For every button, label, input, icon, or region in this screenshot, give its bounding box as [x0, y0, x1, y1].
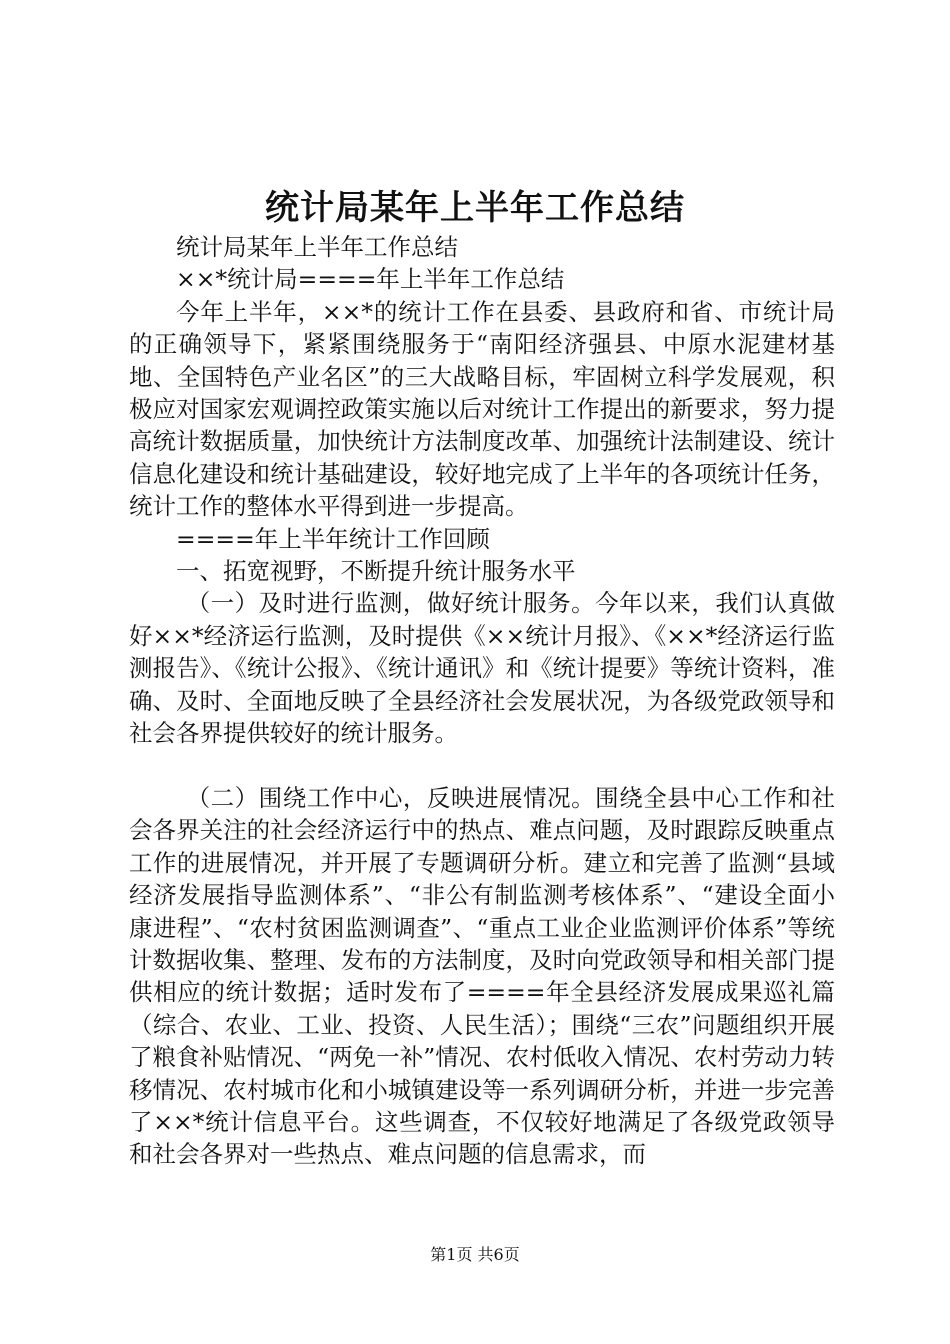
paragraph-repeat-title: 统计局某年上半年工作总结: [176, 233, 458, 261]
document-title: 统计局某年上半年工作总结: [265, 188, 685, 228]
section-heading-1: 一、拓宽视野，不断提升统计服务水平: [176, 557, 576, 586]
paragraph-subtitle: ××*统计局====年上半年工作总结: [176, 265, 565, 294]
page-number: 第1页 共6页: [430, 1245, 520, 1264]
section-heading-review: ====年上半年统计工作回顾: [176, 524, 490, 553]
blank-line: [129, 750, 835, 782]
paragraph-item-2: （二）围绕工作中心，反映进展情况。围绕全县中心工作和社会各界关注的社会经济运行中的热点、难点问题，及时跟踪反映重点工作的进展情况，并开展了专题调研分析。建立和完善了监测“县域经济发展指导监测体系”、“非公有制监测考核体系”、“建设全面小康进程”、“农村贫困监测调查”、“重点工业企业监测评价体系”等统计数据收集、整理、发布的方法制度，及时向党政领导和相关部门提供相应的统计数据；适时发布了====年全县经济发展成果巡礼篇（综合、农业、工业、投资、人民生活）；围绕“三农”问题组织开展了粮食补贴情况、“两免一补”情况、农村低收入情况、农村劳动力转移情况、农村城市化和小城镇建设等一系列调研分析，并进一步完善了××*统计信息平台。这些调查，不仅较好地满足了各级党政领导和社会各界对一些热点、难点问题的信息需求，而: [129, 783, 835, 1169]
paragraph-item-1: （一）及时进行监测，做好统计服务。今年以来，我们认真做好××*经济运行监测，及时提供《××统计月报》、《××*经济运行监测报告》、《统计公报》、《统计通讯》和《统计提要》等统计资料，准确、及时、全面地反映了全县经济社会发展状况，为各级党政领导和社会各界提供较好的统计服务。: [129, 589, 835, 748]
document-body: [129, 231, 835, 1171]
paragraph-intro: 今年上半年，××*的统计工作在县委、县政府和省、市统计局的正确领导下，紧紧围绕服务于“南阳经济强县、中原水泥建材基地、全国特色产业名区”的三大战略目标，牢固树立科学发展观，积极应对国家宏观调控政策实施以后对统计工作提出的新要求，努力提高统计数据质量，加快统计方法制度改革、加强统计法制建设、统计信息化建设和统计基础建设，较好地完成了上半年的各项统计任务，统计工作的整体水平得到进一步提高。: [129, 297, 835, 521]
